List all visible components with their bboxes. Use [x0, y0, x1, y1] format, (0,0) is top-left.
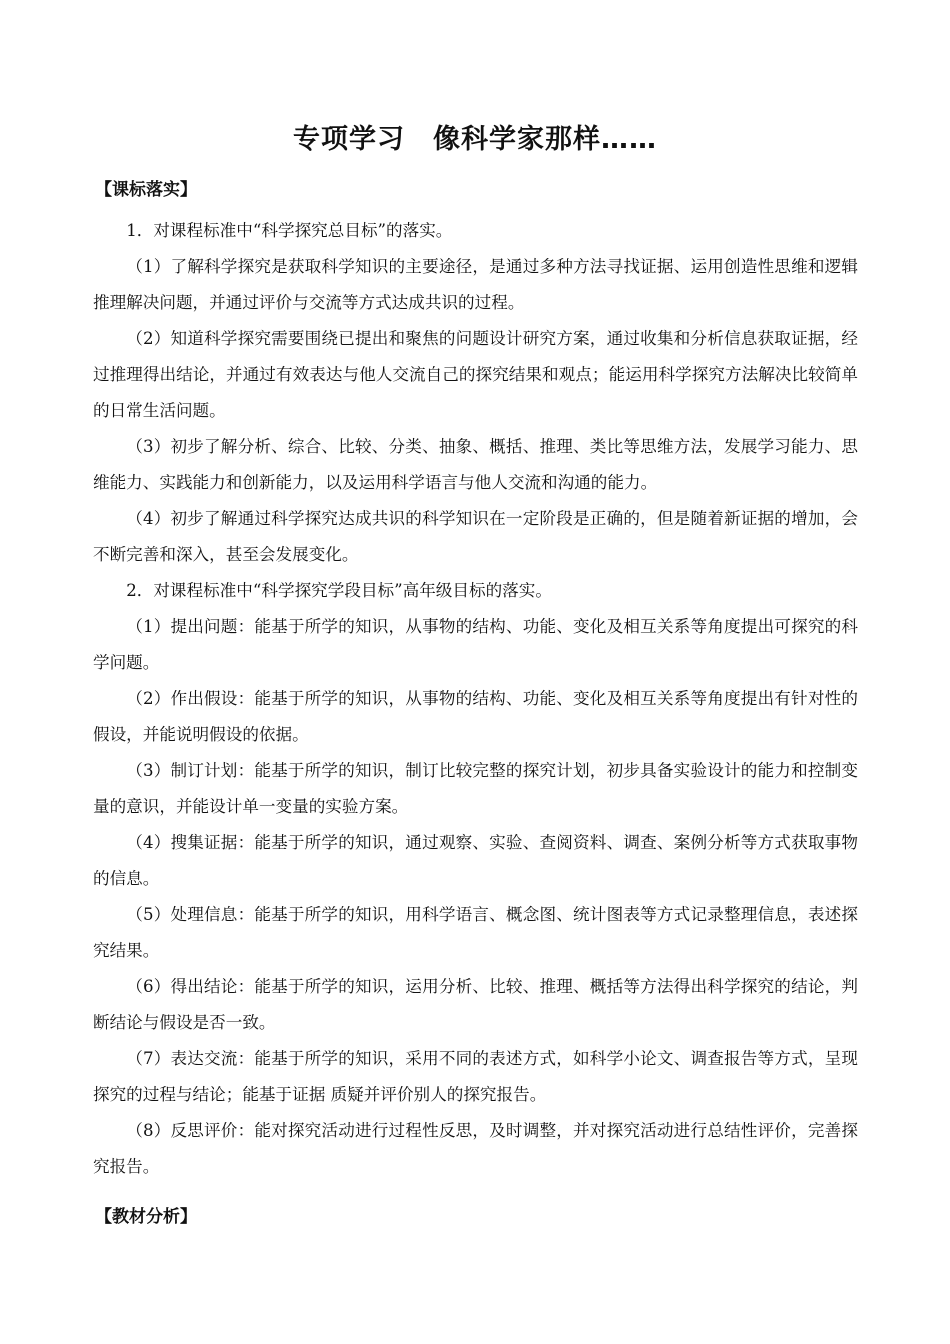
paragraph: （1）了解科学探究是获取科学知识的主要途径，是通过多种方法寻找证据、运用创造性思维和逻辑推理解决问题，并通过评价与交流等方式达成共识的过程。 — [93, 257, 858, 312]
paragraph: （8）反思评价：能对探究活动进行过程性反思，及时调整，并对探究活动进行总结性评价，完善探究报告。 — [93, 1121, 858, 1176]
paragraph: （4）初步了解通过科学探究达成共识的科学知识在一定阶段是正确的，但是随着新证据的增加，会不断完善和深入，甚至会发展变化。 — [93, 509, 858, 564]
paragraph: 2．对课程标准中“科学探究学段目标”高年级目标的落实。 — [126, 581, 552, 600]
paragraph: （6）得出结论：能基于所学的知识，运用分析、比较、推理、概括等方法得出科学探究的结论，判断结论与假设是否一致。 — [93, 977, 858, 1032]
paragraph: （3）初步了解分析、综合、比较、分类、抽象、概括、推理、类比等思维方法，发展学习能力、思维能力、实践能力和创新能力，以及运用科学语言与他人交流和沟通的能力。 — [93, 437, 858, 492]
paragraph: （2）知道科学探究需要围绕已提出和聚焦的问题设计研究方案，通过收集和分析信息获取证据，经过推理得出结论，并通过有效表达与他人交流自己的探究结果和观点；能运用科学探究方法解决比较简单的日常生活问题。 — [93, 329, 858, 420]
paragraph: （1）提出问题：能基于所学的知识，从事物的结构、功能、变化及相互关系等角度提出可探究的科学问题。 — [93, 617, 858, 672]
paragraph: （3）制订计划：能基于所学的知识，制订比较完整的探究计划，初步具备实验设计的能力和控制变量的意识，并能设计单一变量的实验方案。 — [93, 761, 858, 816]
page-title: 专项学习 像科学家那样…… — [293, 124, 657, 155]
paragraph: （7）表达交流：能基于所学的知识，采用不同的表述方式，如科学小论文、调查报告等方式，呈现探究的过程与结论；能基于证据 质疑并评价别人的探究报告。 — [93, 1049, 858, 1104]
paragraph: （5）处理信息：能基于所学的知识，用科学语言、概念图、统计图表等方式记录整理信息，表述探究结果。 — [93, 905, 858, 960]
paragraph: 1．对课程标准中“科学探究总目标”的落实。 — [126, 221, 453, 240]
section-heading-standards: 【课标落实】 — [95, 180, 197, 200]
document-body — [93, 213, 858, 1185]
paragraph: （4）搜集证据：能基于所学的知识，通过观察、实验、查阅资料、调查、案例分析等方式获取事物的信息。 — [93, 833, 858, 888]
paragraph: （2）作出假设：能基于所学的知识，从事物的结构、功能、变化及相互关系等角度提出有针对性的假设，并能说明假设的依据。 — [93, 689, 858, 744]
section-heading-textbook: 【教材分析】 — [95, 1207, 197, 1227]
